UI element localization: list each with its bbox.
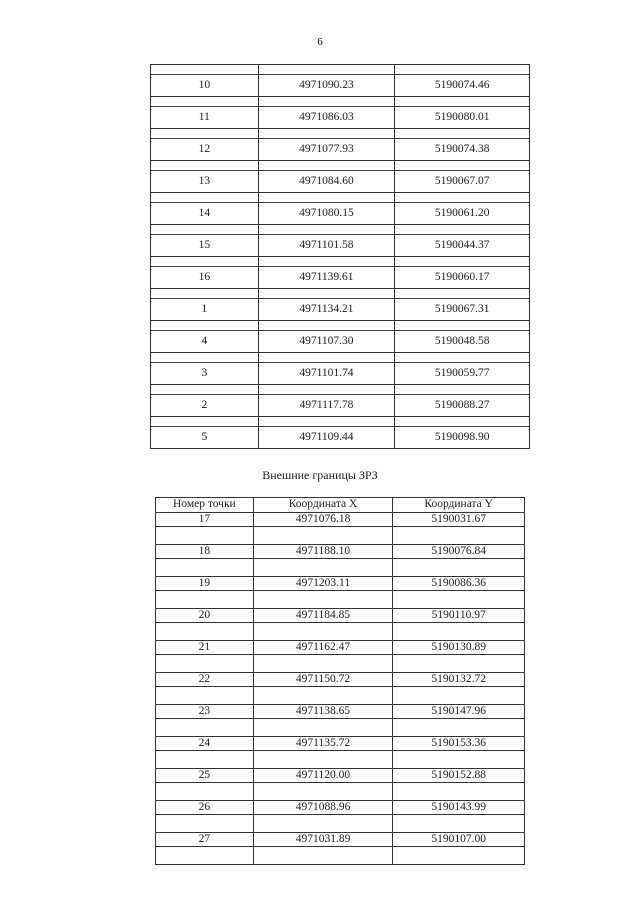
table-row	[156, 513, 525, 527]
empty-cell	[395, 129, 530, 139]
coordinate-y-cell: 5190076.84	[393, 545, 525, 559]
table-row	[151, 235, 530, 257]
table-row	[151, 331, 530, 353]
table-row	[151, 395, 530, 417]
coordinate-y-cell: 5190110.97	[393, 609, 525, 623]
point-number-cell: 12	[151, 139, 259, 161]
table-row	[151, 267, 530, 289]
table-row	[156, 705, 525, 719]
empty-cell	[151, 289, 259, 299]
empty-cell	[393, 719, 525, 737]
point-number-cell: 25	[156, 769, 254, 783]
point-number-cell: 22	[156, 673, 254, 687]
empty-cell	[151, 321, 259, 331]
point-number-cell: 24	[156, 737, 254, 751]
coordinate-x-cell: 4971107.30	[258, 331, 395, 353]
empty-cell	[395, 257, 530, 267]
point-number-cell: 16	[151, 267, 259, 289]
separator-row	[156, 719, 525, 737]
coordinate-y-cell: 5190143.99	[393, 801, 525, 815]
table-row	[151, 139, 530, 161]
empty-cell	[395, 417, 530, 427]
empty-cell	[393, 847, 525, 865]
section-title: Внешние границы ЗРЗ	[262, 468, 378, 482]
point-number-cell: 1	[151, 299, 259, 321]
coordinate-x-cell: 4971031.89	[253, 833, 393, 847]
empty-cell	[395, 321, 530, 331]
coordinate-y-cell: 5190152.88	[393, 769, 525, 783]
point-number-cell: 17	[156, 513, 254, 527]
empty-cell	[258, 385, 395, 395]
table-header-row	[156, 498, 525, 513]
empty-cell	[258, 129, 395, 139]
coordinate-x-cell: 4971120.00	[253, 769, 393, 783]
separator-row	[151, 353, 530, 363]
coordinate-y-cell: 5190080.01	[395, 107, 530, 129]
separator-row	[156, 623, 525, 641]
separator-row	[151, 193, 530, 203]
coordinate-y-cell: 5190031.67	[393, 513, 525, 527]
separator-row	[156, 687, 525, 705]
coordinate-y-cell: 5190067.31	[395, 299, 530, 321]
separator-row	[151, 289, 530, 299]
empty-cell	[393, 783, 525, 801]
coordinate-y-cell: 5190130.89	[393, 641, 525, 655]
coordinate-y-cell: 5190074.46	[395, 75, 530, 97]
empty-cell	[393, 559, 525, 577]
empty-cell	[393, 623, 525, 641]
coordinates-table-top-body	[151, 65, 530, 449]
table-row	[156, 833, 525, 847]
empty-cell	[258, 193, 395, 203]
separator-row	[156, 591, 525, 609]
empty-cell	[156, 623, 254, 641]
empty-cell	[151, 257, 259, 267]
separator-row	[156, 751, 525, 769]
coordinate-x-cell: 4971135.72	[253, 737, 393, 751]
table-row	[151, 171, 530, 193]
empty-cell	[395, 97, 530, 107]
table-row	[151, 427, 530, 449]
empty-cell	[156, 815, 254, 833]
empty-cell	[253, 783, 393, 801]
coordinate-y-cell: 5190067.07	[395, 171, 530, 193]
coordinate-x-cell: 4971080.15	[258, 203, 395, 225]
point-number-cell: 23	[156, 705, 254, 719]
point-number-cell: 4	[151, 331, 259, 353]
empty-cell	[395, 289, 530, 299]
page-number: 6	[317, 36, 323, 48]
point-number-cell: 11	[151, 107, 259, 129]
table-row	[156, 545, 525, 559]
empty-cell	[253, 847, 393, 865]
empty-cell	[393, 527, 525, 545]
header-coordinate-x: Координата X	[253, 498, 393, 513]
coordinate-x-cell: 4971088.96	[253, 801, 393, 815]
coordinate-x-cell: 4971134.21	[258, 299, 395, 321]
empty-cell	[253, 687, 393, 705]
empty-cell	[151, 193, 259, 203]
separator-row	[151, 417, 530, 427]
empty-cell	[258, 289, 395, 299]
coordinate-y-cell: 5190060.17	[395, 267, 530, 289]
table-row	[151, 203, 530, 225]
separator-row	[156, 847, 525, 865]
table-row	[156, 577, 525, 591]
point-number-cell: 10	[151, 75, 259, 97]
point-number-cell: 21	[156, 641, 254, 655]
empty-cell	[253, 719, 393, 737]
separator-row	[151, 257, 530, 267]
coordinate-x-cell: 4971184.85	[253, 609, 393, 623]
empty-cell	[156, 783, 254, 801]
coordinate-x-cell: 4971117.78	[258, 395, 395, 417]
empty-cell	[395, 161, 530, 171]
point-number-cell: 14	[151, 203, 259, 225]
coordinate-y-cell: 5190086.36	[393, 577, 525, 591]
separator-row	[151, 385, 530, 395]
header-point-number: Номер точки	[156, 498, 254, 513]
coordinate-x-cell: 4971138.65	[253, 705, 393, 719]
point-number-cell: 3	[151, 363, 259, 385]
coordinate-x-cell: 4971090.23	[258, 75, 395, 97]
empty-cell	[258, 97, 395, 107]
table-row	[156, 673, 525, 687]
header-coordinate-y: Координата Y	[393, 498, 525, 513]
empty-cell	[393, 815, 525, 833]
empty-cell	[151, 385, 259, 395]
empty-cell	[156, 751, 254, 769]
empty-cell	[258, 225, 395, 235]
coordinate-y-cell: 5190074.38	[395, 139, 530, 161]
separator-row	[156, 559, 525, 577]
separator-row	[156, 783, 525, 801]
coordinate-y-cell: 5190098.90	[395, 427, 530, 449]
table-row	[156, 609, 525, 623]
point-number-cell: 27	[156, 833, 254, 847]
point-number-cell: 26	[156, 801, 254, 815]
empty-cell	[258, 161, 395, 171]
coordinate-x-cell: 4971101.74	[258, 363, 395, 385]
empty-cell	[156, 655, 254, 673]
coordinate-x-cell: 4971150.72	[253, 673, 393, 687]
empty-cell	[395, 193, 530, 203]
separator-row	[151, 129, 530, 139]
empty-cell	[156, 687, 254, 705]
table-row	[156, 737, 525, 751]
coordinate-y-cell: 5190048.58	[395, 331, 530, 353]
separator-row	[151, 321, 530, 331]
coordinates-table-top	[150, 64, 530, 449]
empty-cell	[151, 65, 259, 75]
empty-cell	[253, 623, 393, 641]
empty-cell	[151, 417, 259, 427]
coordinate-x-cell: 4971109.44	[258, 427, 395, 449]
coordinate-y-cell: 5190088.27	[395, 395, 530, 417]
empty-cell	[156, 591, 254, 609]
coordinate-y-cell: 5190059.77	[395, 363, 530, 385]
coordinate-x-cell: 4971188.10	[253, 545, 393, 559]
coordinate-y-cell: 5190147.96	[393, 705, 525, 719]
empty-cell	[253, 815, 393, 833]
table-row	[156, 801, 525, 815]
empty-cell	[393, 751, 525, 769]
table-row	[156, 641, 525, 655]
point-number-cell: 18	[156, 545, 254, 559]
empty-cell	[258, 417, 395, 427]
point-number-cell: 19	[156, 577, 254, 591]
coordinate-x-cell: 4971084.60	[258, 171, 395, 193]
point-number-cell: 13	[151, 171, 259, 193]
point-number-cell: 2	[151, 395, 259, 417]
empty-cell	[156, 527, 254, 545]
table-row	[156, 769, 525, 783]
empty-cell	[258, 65, 395, 75]
coordinate-x-cell: 4971077.93	[258, 139, 395, 161]
empty-cell	[156, 719, 254, 737]
coordinate-y-cell: 5190107.00	[393, 833, 525, 847]
empty-cell	[393, 591, 525, 609]
coordinate-y-cell: 5190153.36	[393, 737, 525, 751]
table-row	[151, 363, 530, 385]
separator-row	[151, 65, 530, 75]
coordinate-x-cell: 4971162.47	[253, 641, 393, 655]
table-row	[151, 75, 530, 97]
coordinate-y-cell: 5190132.72	[393, 673, 525, 687]
empty-cell	[258, 257, 395, 267]
point-number-cell: 15	[151, 235, 259, 257]
table-row	[151, 107, 530, 129]
separator-row	[151, 97, 530, 107]
table-row	[151, 299, 530, 321]
coordinates-table-bottom	[155, 497, 525, 865]
coordinate-y-cell: 5190044.37	[395, 235, 530, 257]
empty-cell	[253, 591, 393, 609]
empty-cell	[151, 97, 259, 107]
empty-cell	[151, 129, 259, 139]
point-number-cell: 20	[156, 609, 254, 623]
empty-cell	[258, 353, 395, 363]
empty-cell	[156, 559, 254, 577]
empty-cell	[156, 847, 254, 865]
coordinate-y-cell: 5190061.20	[395, 203, 530, 225]
coordinate-x-cell: 4971139.61	[258, 267, 395, 289]
coordinate-x-cell: 4971203.11	[253, 577, 393, 591]
coordinate-x-cell: 4971086.03	[258, 107, 395, 129]
empty-cell	[253, 527, 393, 545]
empty-cell	[253, 559, 393, 577]
empty-cell	[151, 353, 259, 363]
empty-cell	[151, 161, 259, 171]
separator-row	[151, 161, 530, 171]
coordinate-x-cell: 4971076.18	[253, 513, 393, 527]
empty-cell	[258, 321, 395, 331]
empty-cell	[253, 655, 393, 673]
empty-cell	[395, 65, 530, 75]
empty-cell	[395, 353, 530, 363]
empty-cell	[151, 225, 259, 235]
empty-cell	[393, 655, 525, 673]
separator-row	[156, 527, 525, 545]
point-number-cell: 5	[151, 427, 259, 449]
empty-cell	[395, 385, 530, 395]
empty-cell	[395, 225, 530, 235]
empty-cell	[393, 687, 525, 705]
coordinate-x-cell: 4971101.58	[258, 235, 395, 257]
coordinates-table-bottom-body	[156, 513, 525, 865]
separator-row	[156, 655, 525, 673]
separator-row	[156, 815, 525, 833]
separator-row	[151, 225, 530, 235]
empty-cell	[253, 751, 393, 769]
